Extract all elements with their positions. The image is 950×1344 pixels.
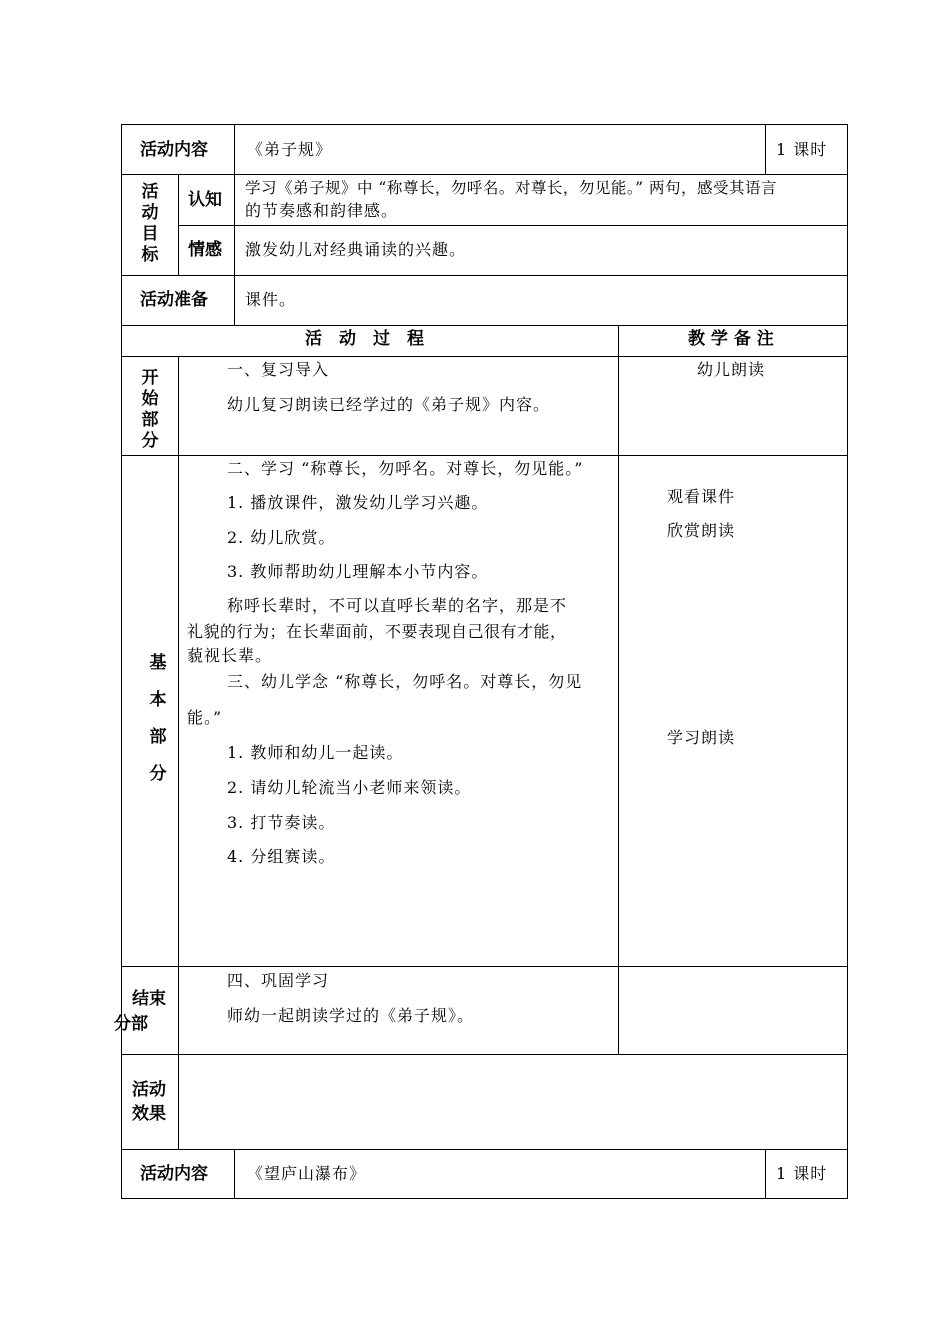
process-header: 活 动 过 程 bbox=[305, 329, 424, 349]
note-learn-reading: 学习朗读 bbox=[667, 728, 736, 747]
step2-1: 1. 播放课件，激发幼儿学习兴趣。 bbox=[227, 493, 489, 512]
step3-3: 3. 打节奏读。 bbox=[227, 813, 336, 832]
step2-2: 2. 幼儿欣赏。 bbox=[227, 528, 336, 547]
note-appreciate-reading: 欣赏朗读 bbox=[667, 521, 736, 540]
step2-3: 3. 教师帮助幼儿理解本小节内容。 bbox=[227, 562, 489, 581]
step3-2: 2. 请幼儿轮流当小老师来领读。 bbox=[227, 778, 472, 797]
effect-label-line2: 效果 bbox=[132, 1104, 166, 1124]
emotion-label: 情感 bbox=[188, 240, 222, 260]
activity-content-title: 《弟子规》 bbox=[247, 140, 333, 159]
start-heading: 一、复习导入 bbox=[227, 360, 330, 379]
section3-heading-line2: 能。” bbox=[187, 708, 223, 727]
start-section-label: 开 始 部 分 bbox=[141, 368, 159, 451]
activity-prep-label: 活动准备 bbox=[140, 290, 208, 310]
basic-section-label: 基 本 部 分 bbox=[149, 653, 167, 784]
activity-goals-label: 活 动 目 标 bbox=[141, 182, 159, 265]
end-text: 师幼一起朗读学过的《弟子规》。 bbox=[227, 1006, 475, 1025]
note-watch-courseware: 观看课件 bbox=[667, 487, 736, 506]
section2-heading: 二、学习 “称尊长，勿呼名。对尊长，勿见能。” bbox=[227, 459, 584, 478]
end-heading: 四、巩固学习 bbox=[227, 971, 330, 990]
activity-content-label: 活动内容 bbox=[140, 140, 208, 160]
step3-4: 4. 分组赛读。 bbox=[227, 847, 336, 866]
end-section-label-line2: 分部 bbox=[114, 1014, 148, 1034]
start-text: 幼儿复习朗读已经学过的《弟子规》内容。 bbox=[227, 395, 551, 414]
class-hours: 1 课时 bbox=[776, 140, 828, 159]
class-hours-2: 1 课时 bbox=[776, 1164, 828, 1183]
cognition-text-line2: 的节奏感和韵律感。 bbox=[245, 201, 399, 220]
teaching-notes-header: 教 学 备 注 bbox=[688, 329, 774, 349]
explain-line1: 称呼长辈时，不可以直呼长辈的名字，那是不 bbox=[227, 596, 568, 615]
effect-label-line1: 活动 bbox=[132, 1080, 166, 1100]
end-section-label-line1: 结束 bbox=[132, 989, 166, 1009]
cognition-label: 认知 bbox=[188, 190, 222, 210]
cognition-text-line1: 学习《弟子规》中 “称尊长，勿呼名。对尊长，勿见能。” 两句，感受其语言 bbox=[245, 179, 777, 197]
explain-line3: 藐视长辈。 bbox=[187, 646, 273, 665]
emotion-text: 激发幼儿对经典诵读的兴趣。 bbox=[245, 240, 467, 259]
explain-line2: 礼貌的行为；在长辈面前，不要表现自己很有才能， bbox=[187, 622, 567, 641]
step3-1: 1. 教师和幼儿一起读。 bbox=[227, 743, 404, 762]
activity-content-label-2: 活动内容 bbox=[140, 1164, 208, 1184]
section3-heading-line1: 三、幼儿学念 “称尊长，勿呼名。对尊长，勿见 bbox=[227, 672, 583, 691]
activity-prep-text: 课件。 bbox=[245, 290, 297, 309]
activity-content-title-2: 《望庐山瀑布》 bbox=[247, 1164, 367, 1183]
start-note: 幼儿朗读 bbox=[697, 360, 766, 379]
